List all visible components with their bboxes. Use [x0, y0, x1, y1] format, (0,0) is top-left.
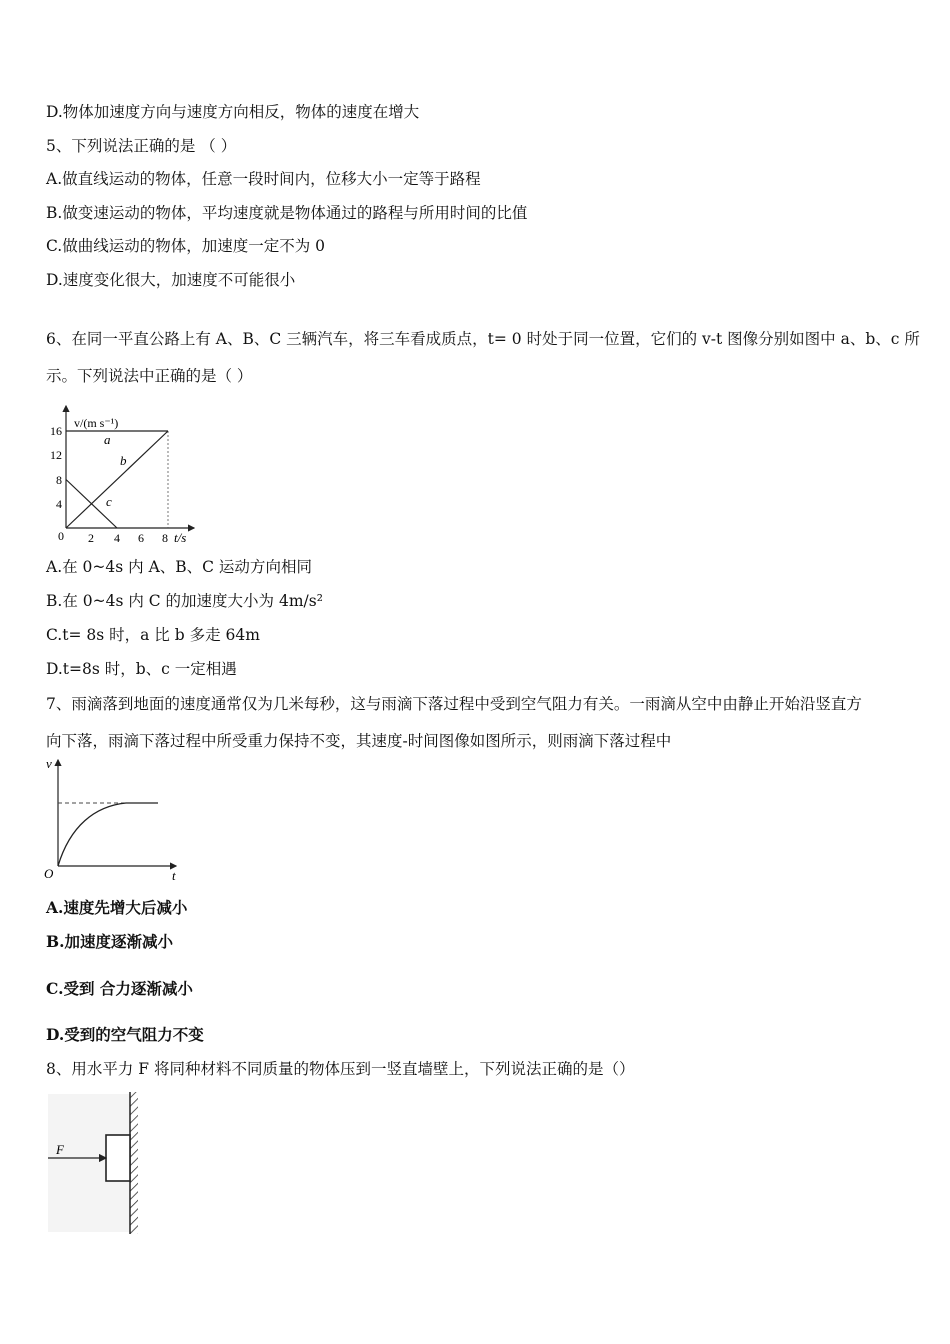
q5-option-d: D.速度变化很大，加速度不可能很小 [46, 271, 296, 289]
q6-option-a: A.在 0~4s 内 A、B、C 运动方向相同 [46, 558, 312, 576]
q6-xtick-4: 4 [114, 531, 120, 545]
q6-stem-line2: 示。下列说法中正确的是（ ） [46, 367, 253, 385]
series-b-line [66, 431, 168, 528]
q6-ytick-4: 4 [56, 497, 62, 511]
q5-option-a: A.做直线运动的物体，任意一段时间内，位移大小一定等于路程 [46, 170, 481, 188]
q5-option-c: C.做曲线运动的物体，加速度一定不为 0 [46, 237, 326, 255]
q6-ytick-8: 8 [56, 473, 62, 487]
q7-option-a: A.速度先增大后减小 [46, 898, 188, 917]
q7-x-axis-label: t [172, 868, 176, 883]
q6-x-axis-label: t/s [174, 530, 187, 545]
q6-xtick-2: 2 [88, 531, 94, 545]
q6-ytick-16: 16 [50, 424, 62, 438]
series-c-label: c [106, 494, 112, 509]
q7-option-c: C.受到 合力逐渐减小 [46, 979, 193, 998]
series-a-label: a [104, 432, 111, 447]
series-b-label: b [120, 453, 127, 468]
q5-option-b: B.做变速运动的物体，平均速度就是物体通过的路程与所用时间的比值 [46, 204, 528, 222]
q7-y-axis-label: v [46, 756, 52, 771]
q8-stem: 8、用水平力 F 将同种材料不同质量的物体压到一竖直墙壁上，下列说法正确的是（） [46, 1060, 635, 1078]
q6-xtick-6: 6 [138, 531, 144, 545]
q6-ytick-12: 12 [50, 448, 62, 462]
wall-hatching [130, 1092, 138, 1234]
q5-stem: 5、下列说法正确的是 （ ） [46, 137, 237, 155]
q7-stem-line1: 7、雨滴落到地面的速度通常仅为几米每秒，这与雨滴下落过程中受到空气阻力有关。一雨滴从空中由静止开始沿竖直方 [46, 695, 862, 713]
force-label: F [56, 1142, 64, 1157]
q7-origin-label: O [44, 866, 54, 881]
q7-curve [58, 803, 158, 866]
q6-option-b: B.在 0~4s 内 C 的加速度大小为 4m/s² [46, 592, 323, 610]
q6-xtick-8: 8 [162, 531, 168, 545]
q6-option-c: C.t= 8s 时，a 比 b 多走 64m [46, 626, 260, 644]
q7-option-b: B.加速度逐渐减小 [46, 932, 173, 951]
q7-vt-graph [40, 756, 190, 886]
block [106, 1135, 130, 1181]
q7-stem-line2: 向下落，雨滴下落过程中所受重力保持不变，其速度-时间图像如图所示，则雨滴下落过程中 [46, 732, 672, 750]
q6-origin-label: 0 [58, 529, 64, 543]
q8-wall-diagram [44, 1090, 154, 1236]
q6-option-d: D.t=8s 时，b、c 一定相遇 [46, 660, 237, 678]
q7-option-d: D.受到的空气阻力不变 [46, 1025, 204, 1044]
q6-y-axis-label: v/(m s⁻¹) [74, 416, 119, 430]
q6-stem-line1: 6、在同一平直公路上有 A、B、C 三辆汽车，将三车看成质点，t= 0 时处于同一位置，它们的 v-t 图像分别如图中 a、b、c 所 [46, 330, 920, 348]
q4-option-d: D.物体加速度方向与速度方向相反，物体的速度在增大 [46, 103, 420, 121]
q6-vt-graph [44, 400, 204, 548]
